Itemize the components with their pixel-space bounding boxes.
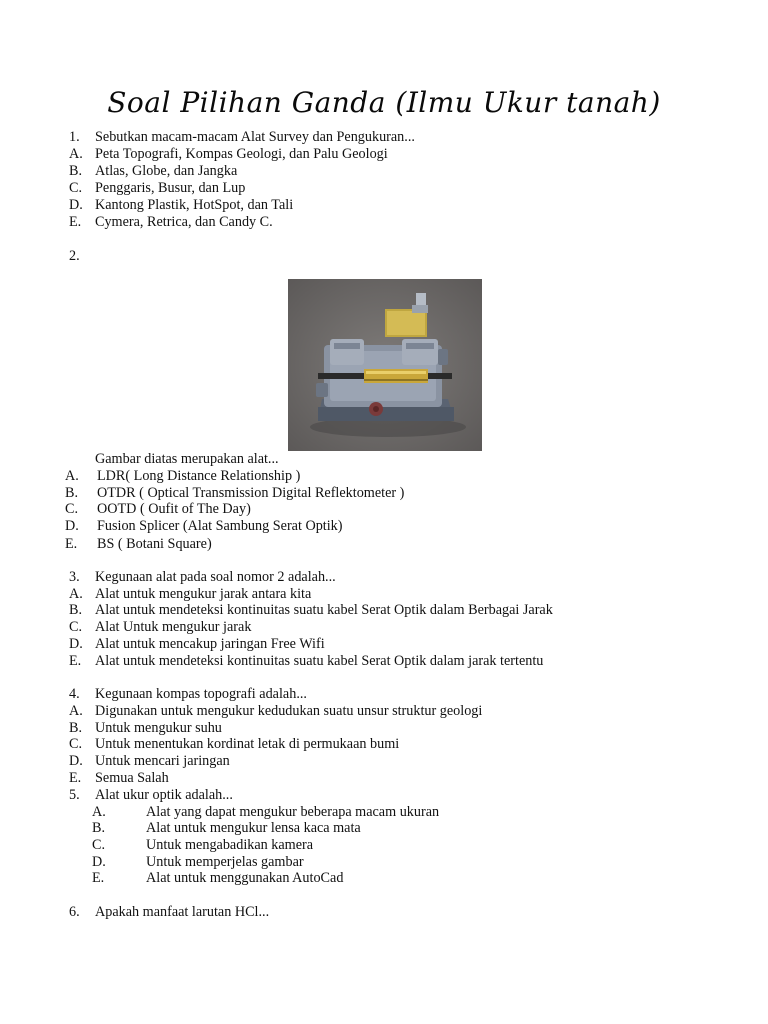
option-text: Alat untuk menggunakan AutoCad [146, 870, 344, 886]
question-text: Kegunaan kompas topografi adalah... [95, 686, 307, 702]
option-letter: B. [69, 163, 83, 179]
option-letter: B. [69, 602, 83, 618]
question-text: Apakah manfaat larutan HCl... [95, 904, 270, 920]
option-letter: E. [65, 536, 78, 552]
option-letter: E. [69, 770, 82, 786]
option-text: Untuk memperjelas gambar [146, 854, 304, 870]
question-text: Gambar diatas merupakan alat... [95, 451, 279, 467]
option-text: Untuk menentukan kordinat letak di permukaan bumi [95, 736, 400, 752]
option-letter: E. [69, 653, 82, 669]
option-letter: D. [69, 753, 83, 769]
option-letter: A. [65, 468, 79, 484]
option-text: Alat untuk mengukur jarak antara kita [95, 586, 312, 602]
option-text: Fusion Splicer (Alat Sambung Serat Optik) [97, 518, 343, 534]
option-text: Alat untuk mencakup jaringan Free Wifi [95, 636, 325, 652]
option-letter: B. [65, 485, 79, 501]
fusion-splicer-image [288, 279, 482, 451]
option-letter: A. [69, 146, 83, 162]
option-text: Alat untuk mendeteksi kontinuitas suatu kabel Serat Optik dalam Berbagai Jarak [95, 602, 553, 618]
option-text: Untuk mengabadikan kamera [146, 837, 314, 853]
option-text: Peta Topografi, Kompas Geologi, dan Palu Geologi [95, 146, 388, 162]
option-text: Alat untuk mendeteksi kontinuitas suatu kabel Serat Optik dalam jarak tertentu [95, 653, 544, 669]
option-letter: E. [69, 214, 82, 230]
option-text: OTDR ( Optical Transmission Digital Reflektometer ) [97, 485, 405, 501]
option-letter: C. [69, 180, 83, 196]
option-letter: C. [92, 837, 106, 853]
option-text: Untuk mengukur suhu [95, 720, 222, 736]
option-letter: A. [92, 804, 106, 820]
question-number: 1. [69, 129, 80, 145]
option-letter: B. [92, 820, 106, 836]
question-number: 3. [69, 569, 80, 585]
option-text: Penggaris, Busur, dan Lup [95, 180, 246, 196]
page-title: Soal Pilihan Ganda (Ilmu Ukur tanah) [107, 86, 661, 119]
option-text: BS ( Botani Square) [97, 536, 212, 552]
question-number: 6. [69, 904, 80, 920]
option-letter: D. [69, 197, 83, 213]
question-text: Kegunaan alat pada soal nomor 2 adalah... [95, 569, 336, 585]
option-letter: C. [65, 501, 79, 517]
option-text: Digunakan untuk mengukur kedudukan suatu unsur struktur geologi [95, 703, 483, 719]
fusion-splicer-illustration [288, 279, 482, 451]
question-text: Alat ukur optik adalah... [95, 787, 233, 803]
option-text: Cymera, Retrica, dan Candy C. [95, 214, 273, 230]
option-text: Semua Salah [95, 770, 169, 786]
option-letter: C. [69, 619, 83, 635]
option-text: Alat Untuk mengukur jarak [95, 619, 252, 635]
question-number: 5. [69, 787, 80, 803]
option-text: Alat untuk mengukur lensa kaca mata [146, 820, 361, 836]
option-letter: B. [69, 720, 83, 736]
option-text: Untuk mencari jaringan [95, 753, 230, 769]
option-letter: A. [69, 703, 83, 719]
option-text: LDR( Long Distance Relationship ) [97, 468, 301, 484]
option-text: Kantong Plastik, HotSpot, dan Tali [95, 197, 294, 213]
option-letter: E. [92, 870, 105, 886]
option-letter: C. [69, 736, 83, 752]
option-text: OOTD ( Oufit of The Day) [97, 501, 251, 517]
option-text: Alat yang dapat mengukur beberapa macam ukuran [146, 804, 440, 820]
option-letter: D. [65, 518, 79, 534]
option-letter: A. [69, 586, 83, 602]
question-text: Sebutkan macam-macam Alat Survey dan Pengukuran... [95, 129, 415, 145]
question-number: 2. [69, 248, 80, 264]
option-text: Atlas, Globe, dan Jangka [95, 163, 238, 179]
question-number: 4. [69, 686, 80, 702]
option-letter: D. [69, 636, 83, 652]
option-letter: D. [92, 854, 106, 870]
